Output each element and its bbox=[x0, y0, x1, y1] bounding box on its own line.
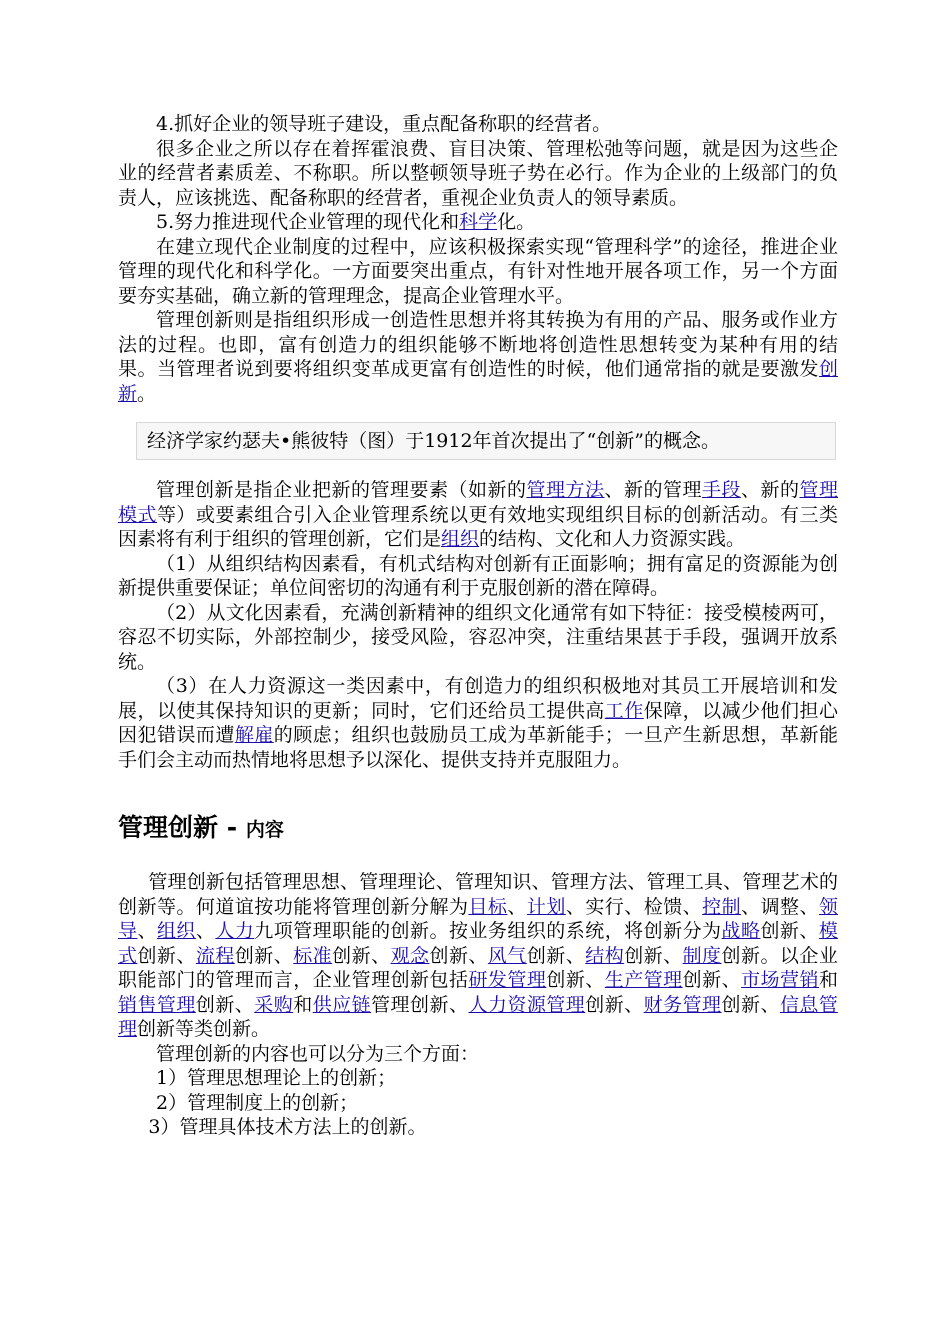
link-organization[interactable]: 组织 bbox=[441, 528, 480, 550]
link-procurement[interactable]: 采购 bbox=[254, 993, 294, 1016]
link-concept[interactable]: 观念 bbox=[390, 944, 430, 967]
link-mode[interactable]: 模式 bbox=[118, 920, 838, 967]
link-marketing[interactable]: 市场营销 bbox=[741, 969, 819, 991]
paragraph-point-5: 5.努力推进现代企业管理的现代化和科学化。 bbox=[156, 211, 536, 233]
link-manpower[interactable]: 人力 bbox=[215, 920, 255, 942]
link-standard[interactable]: 标准 bbox=[293, 944, 333, 967]
link-sales-management[interactable]: 销售管理 bbox=[118, 993, 196, 1016]
paragraph-three-aspects: 管理创新的内容也可以分为三个方面： bbox=[156, 1042, 480, 1065]
link-hr-management[interactable]: 人力资源管理 bbox=[468, 993, 586, 1016]
link-science[interactable]: 科学 bbox=[459, 211, 498, 233]
section-heading: 管理创新 - 内容 bbox=[118, 813, 284, 842]
link-rd-management[interactable]: 研发管理 bbox=[468, 969, 547, 991]
paragraph-management-innovation: 管理创新是指企业把新的管理要素（如新的管理方法、新的管理手段、新的管理模式等）或要素组合引入企业管理系统以更有效地实现组织目标的创新活动。有三类因素将有利于组织的管理创新，它们是组织的结构、文化和人力资源实践。 bbox=[118, 479, 838, 550]
paragraph-point-4: 4.抓好企业的领导班子建设，重点配备称职的经营者。 bbox=[156, 113, 612, 135]
paragraph-modern-management: 在建立现代企业制度的过程中，应该积极探索实现“管理科学”的途径，推进企业管理的现代化和科学化。一方面要突出重点，有针对性地开展各项工作，另一个方面要夯实基础，确立新的管理理念，提高企业管理水平。 bbox=[118, 235, 838, 307]
list-item: 3）管理具体技术方法上的创新。 bbox=[148, 1116, 427, 1138]
link-dismissal[interactable]: 解雇 bbox=[234, 724, 274, 746]
link-organize[interactable]: 组织 bbox=[156, 920, 196, 942]
link-work[interactable]: 工作 bbox=[604, 699, 644, 722]
paragraph-structure-factor: （1）从组织结构因素看，有机式结构对创新有正面影响；拥有富足的资源能为创新提供重要保证；单位间密切的沟通有利于克服创新的潜在障碍。 bbox=[118, 552, 838, 599]
link-management-method[interactable]: 管理方法 bbox=[526, 479, 605, 501]
link-process[interactable]: 流程 bbox=[195, 944, 235, 967]
paragraph-culture-factor: （2）从文化因素看，充满创新精神的组织文化通常有如下特征：接受模棱两可，容忍不切实际，外部控制少，接受风险，容忍冲突，注重结果甚于手段，强调开放系统。 bbox=[118, 601, 838, 673]
link-production-management[interactable]: 生产管理 bbox=[604, 969, 683, 991]
link-plan[interactable]: 计划 bbox=[526, 895, 566, 918]
link-system[interactable]: 制度 bbox=[682, 944, 722, 967]
paragraph-content: 管理创新包括管理思想、管理理论、管理知识、管理方法、管理工具、管理艺术的创新等。何道谊按功能将管理创新分解为目标、计划、实行、检馈、控制、调整、领导、组织、人力九项管理职能的创新。按业务组织的系统，将创新分为战略创新、模式创新、流程创新、标准创新、观念创新、风气创新、结构创新、制度创新。以企业职能部门的管理而言，企业管理创新包括研发管理创新、生产管理创新、市场营销和销售管理创新、采购和供应链管理创新、人力资源管理创新、财务管理创新、信息管理创新等类创新。 bbox=[118, 871, 838, 1040]
document-body bbox=[118, 112, 838, 1140]
link-goal[interactable]: 目标 bbox=[468, 895, 508, 918]
link-innovation[interactable]: 创新 bbox=[118, 358, 838, 405]
link-leadership[interactable]: 领导 bbox=[118, 895, 838, 942]
link-strategy[interactable]: 战略 bbox=[721, 920, 761, 942]
link-finance-management[interactable]: 财务管理 bbox=[643, 993, 722, 1016]
link-means[interactable]: 手段 bbox=[701, 479, 741, 501]
link-control[interactable]: 控制 bbox=[702, 895, 742, 918]
paragraph-innovation-definition: 管理创新则是指组织形成一创造性思想并将其转换为有用的产品、服务或作业方法的过程。也即，富有创造力的组织能够不断地将创造性思想转变为某种有用的结果。当管理者说到要将组织变革成更富有创造性的时候，他们通常指的就是要激发创新。 bbox=[118, 309, 838, 405]
list-item: 1）管理思想理论上的创新； bbox=[156, 1067, 397, 1089]
link-supply-chain[interactable]: 供应链 bbox=[312, 993, 372, 1016]
paragraph-hr-factor: （3）在人力资源这一类因素中，有创造力的组织积极地对其员工开展培训和发展，以使其保持知识的更新；同时，它们还给员工提供高工作保障，以减少他们担心因犯错误而遭解雇的顾虑；组织也鼓励员工成为革新能手；一旦产生新思想，革新能手们会主动而热情地将思想予以深化、提供支持并克服阻力。 bbox=[118, 675, 838, 771]
quote-box: 经济学家约瑟夫•熊彼特（图）于1912年首次提出了“创新”的概念。 bbox=[136, 422, 836, 460]
paragraph-leadership: 很多企业之所以存在着挥霍浪费、盲目决策、管理松弛等问题，就是因为这些企业的经营者素质差、不称职。所以整顿领导班子势在必行。作为企业的上级部门的负责人，应该挑选、配备称职的经营者，重视企业负责人的领导素质。 bbox=[118, 137, 838, 209]
link-structure[interactable]: 结构 bbox=[585, 944, 625, 967]
link-ethos[interactable]: 风气 bbox=[487, 944, 527, 967]
link-information-management[interactable]: 信息管理 bbox=[118, 993, 838, 1040]
list-item: 2）管理制度上的创新； bbox=[156, 1091, 359, 1114]
link-management-mode[interactable]: 管理模式 bbox=[118, 479, 838, 526]
